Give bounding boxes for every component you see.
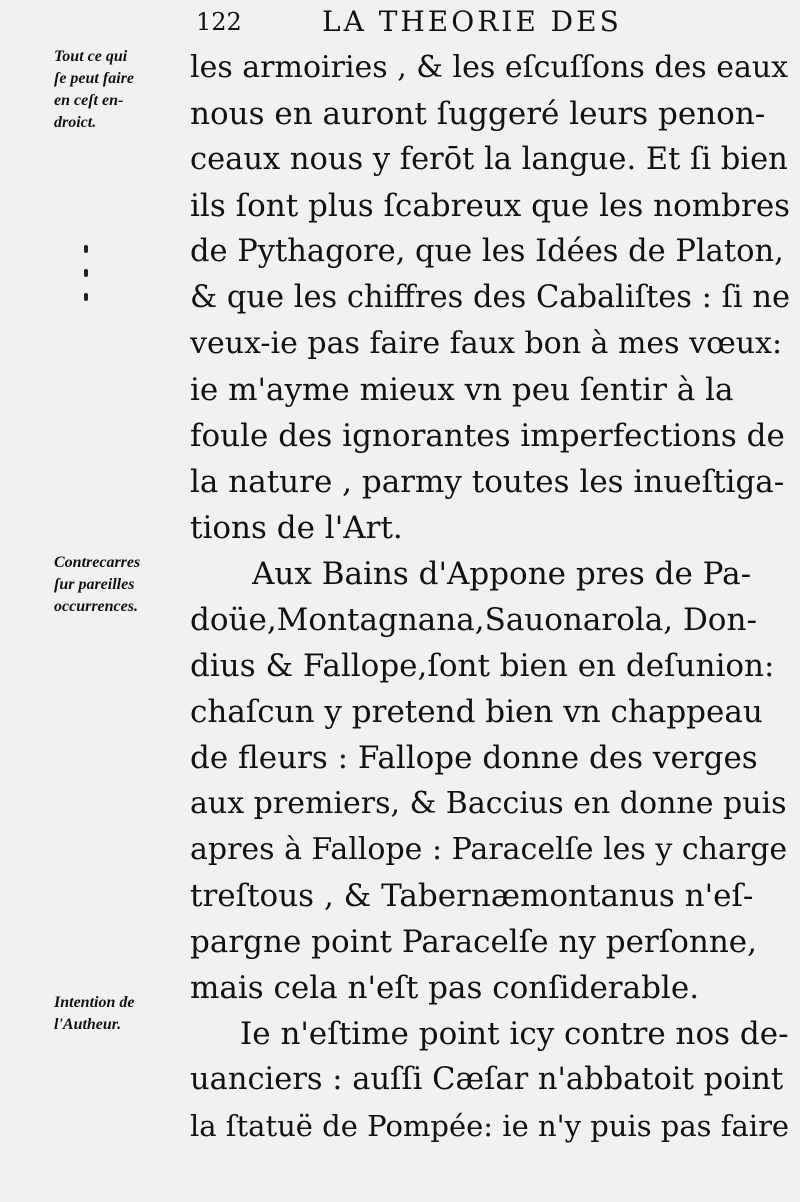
margin-note-line: ſe peut faire <box>54 70 134 87</box>
margin-note-line: ſur pareilles <box>54 576 135 593</box>
text-line: ie m'ayme mieux vn peu ſentir à la <box>190 372 734 408</box>
text-line: treſtous , & Tabernæmontanus n'eſ- <box>190 878 754 914</box>
text-line: uanciers : auſſi Cæſar n'abbatoit point <box>190 1062 784 1097</box>
margin-note-3 <box>54 992 194 1036</box>
text-line: de fleurs : Fallope donne des verges <box>190 740 758 776</box>
margin-note-line: Tout ce qui <box>54 48 128 65</box>
text-line: ils ſont plus ſcabreux que les nombres <box>190 188 790 224</box>
text-line: nous en auront ſuggeré leurs penon- <box>190 96 766 132</box>
text-line: veux-ie pas faire faux bon à mes vœux: <box>190 326 783 361</box>
margin-note-line: occurrences. <box>54 598 138 615</box>
margin-note-line: droict. <box>54 114 97 131</box>
text-line: tions de l'Art. <box>190 510 403 546</box>
paragraph-start-line: Aux Bains d'Appone pres de Pa- <box>252 556 752 592</box>
text-line: foule des ignorantes imperfections de <box>190 418 785 454</box>
margin-ornament <box>82 245 90 301</box>
text-line: la ſtatuë de Pompée: ie n'y puis pas faire <box>190 1109 790 1143</box>
text-line: apres à Fallope : Paracelſe les y charge <box>190 832 788 867</box>
text-line: & que les chiffres des Cabaliſtes : ſi ne <box>190 280 790 315</box>
text-line: mais cela n'eſt pas conſiderable. <box>190 970 700 1006</box>
text-line: les armoiries , & les eſcuſſons des eaux <box>190 50 789 85</box>
text-line: chaſcun y pretend bien vn chappeau <box>190 694 763 730</box>
margin-note-2 <box>54 552 194 618</box>
running-title: LA THEORIE DES <box>322 5 622 38</box>
margin-note-1 <box>54 46 194 134</box>
text-line: de Pythagore, que les Idées de Platon, <box>190 234 784 269</box>
text-line: aux premiers, & Baccius en donne puis <box>190 786 787 821</box>
margin-note-line: Contrecarres <box>54 554 141 571</box>
text-line: doüe,Montagnana,Sauonarola, Don- <box>190 602 757 638</box>
margin-note-line: Intention de <box>54 994 135 1011</box>
text-line: la nature , parmy toutes les inueſtiga- <box>190 464 785 500</box>
text-line: dius & Fallope,ſont bien en deſunion: <box>190 648 775 684</box>
margin-note-line: l'Autheur. <box>54 1016 122 1033</box>
paragraph-start-line: Ie n'eſtime point icy contre nos de- <box>240 1016 789 1052</box>
text-line: pargne point Paracelſe ny perſonne, <box>190 924 758 960</box>
page-number: 122 <box>196 8 242 36</box>
text-line: ceaux nous y ferōt la langue. Et ſi bien <box>190 142 788 177</box>
margin-note-line: en ceſt en- <box>54 92 124 109</box>
